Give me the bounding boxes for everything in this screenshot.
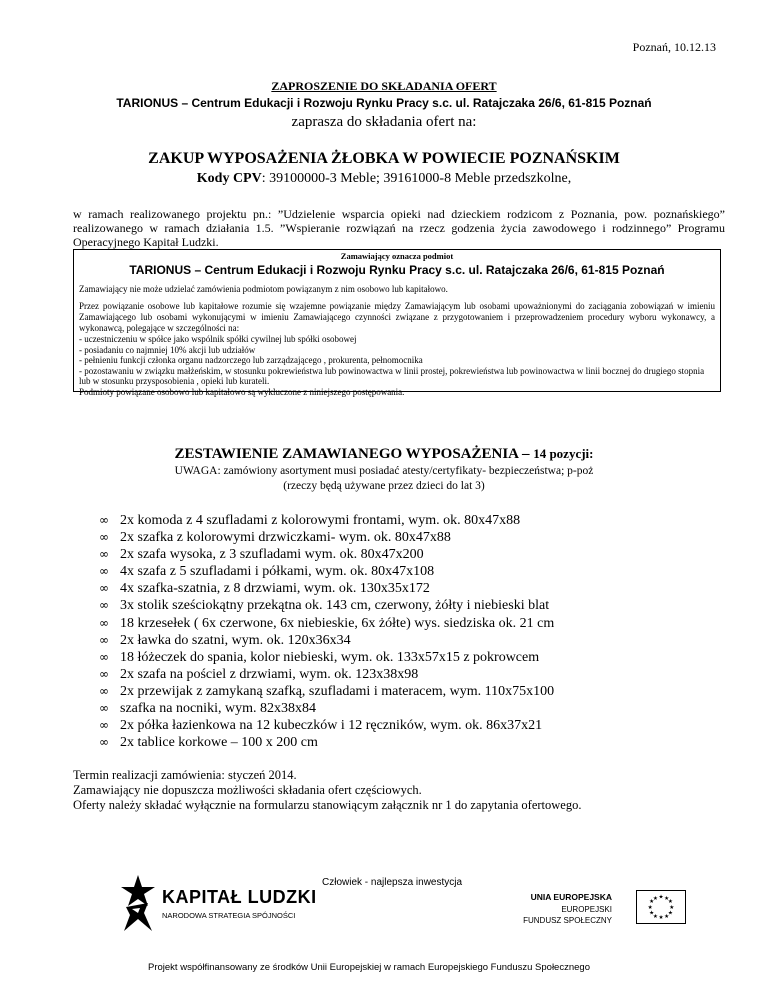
terms-section — [73, 768, 581, 813]
svg-text:★: ★ — [658, 894, 664, 901]
list-bullet: ∞ — [99, 581, 109, 596]
equipment-list-item — [99, 700, 554, 717]
eu-title: UNIA EUROPEJSKA — [530, 892, 612, 902]
terms-line: Zamawiający nie dopuszcza możliwości składania ofert częściowych. — [73, 783, 422, 797]
equipment-item-text: 2x szafka z kolorowymi drzwiczkami- wym. ok. 80x47x88 — [120, 530, 451, 546]
eu-flag-icon — [636, 890, 686, 924]
eu-fund-line2: FUNDUSZ SPOŁECZNY — [523, 916, 612, 925]
list-bullet: ∞ — [99, 530, 109, 545]
equipment-list-item — [99, 717, 554, 734]
invites-line: zaprasza do składania ofert na: — [291, 114, 477, 130]
box-paragraph-2: Przez powiązanie osobowe lub kapitałowe rozumie się wzajemne powiązanie między Zamawiającym lub osobami upoważnionymi do zaciągania zobowiązań w imieniu Zamawiającego lub osobami wykonującymi w imieniu Zamawiającego czynności związane z przygotowaniem i przeprowadzeniem procedury wyboru wykonawcy, a wykonawcą, polegające w szczególności na: — [79, 301, 715, 333]
list-bullet: ∞ — [99, 735, 109, 750]
cpv-values: : 39100000-3 Meble; 39161000-8 Meble przedszkolne, — [261, 171, 572, 186]
kapital-ludzki-title: KAPITAŁ LUDZKI — [162, 887, 317, 907]
equipment-item-text: 2x szafa na pościel z drzwiami, wym. ok. 123x38x98 — [120, 666, 419, 682]
svg-text:★: ★ — [667, 899, 673, 906]
list-bullet: ∞ — [99, 683, 109, 698]
svg-text:★: ★ — [658, 915, 664, 922]
equipment-list-item — [99, 666, 554, 683]
document-date: Poznań, 10.12.13 — [632, 40, 716, 54]
terms-line: Termin realizacji zamówienia: styczeń 2014. — [73, 768, 297, 782]
equipment-list-item — [99, 597, 554, 614]
equipment-list-item — [99, 563, 554, 580]
equipment-list-item — [99, 512, 554, 529]
equipment-item-text: 18 krzesełek ( 6x czerwone, 6x niebieskie, 6x żółte) wys. siedziska ok. 21 cm — [120, 615, 555, 631]
equipment-item-text: 2x komoda z 4 szufladami z kolorowymi frontami, wym. ok. 80x47x88 — [120, 513, 521, 528]
box-organization: TARIONUS – Centrum Edukacji i Rozwoju Rynku Pracy s.c. ul. Ratajczaka 26/6, 61-815 Poznań — [129, 263, 665, 277]
svg-text:★: ★ — [649, 899, 655, 906]
equipment-item-text: szafka na nocniki, wym. 82x38x84 — [120, 701, 316, 717]
list-bullet: ∞ — [99, 513, 109, 527]
eu-logo — [523, 890, 690, 940]
contracting-party-box — [73, 249, 721, 397]
list-bullet: ∞ — [99, 718, 109, 733]
equipment-item-text: 2x szafa wysoka, z 3 szufladami wym. ok. 80x47x200 — [120, 547, 424, 563]
summary-count: 14 pozycji: — [533, 446, 594, 461]
svg-text:★: ★ — [652, 913, 658, 920]
equipment-item-text: 2x tablice korkowe – 100 x 200 cm — [120, 735, 318, 751]
equipment-list-item — [99, 734, 554, 751]
equipment-list-item — [99, 649, 554, 666]
equipment-item-text: 3x stolik sześciokątny przekątna ok. 143 cm, czerwony, żółty i niebieski blat — [120, 598, 550, 614]
eu-fund-line1: EUROPEJSKI — [561, 905, 612, 914]
box-line: - uczestniczeniu w spółce jako wspólnik spółki cywilnej lub spółki osobowej — [79, 334, 357, 344]
svg-text:★: ★ — [669, 904, 675, 911]
box-line: Podmioty powiązane osobowo lub kapitałowo są wykluczone z niniejszego postępowania. — [79, 386, 405, 397]
list-bullet: ∞ — [99, 701, 109, 716]
svg-text:★: ★ — [649, 910, 655, 917]
list-bullet: ∞ — [99, 598, 109, 613]
list-bullet: ∞ — [99, 564, 109, 579]
svg-text:★: ★ — [652, 895, 658, 902]
intro-paragraph: w ramach realizowanego projektu pn.: ”Udzielenie wsparcia opieki nad dzieckiem rodzicom z Poznania, pow. poznańskiego” realizowanego w ramach działania 1.5. ”Wspieranie rozwiązań na rzecz godzenia życia zawodowego i rodzinnego” Programu Operacyjnego Kapitał Ludzki. — [73, 207, 725, 249]
summary-title-text: ZESTAWIENIE ZAMAWIANEGO WYPOSAŻENIA – — [174, 446, 534, 462]
kapital-ludzki-logo-icon — [118, 873, 158, 933]
invitation-heading: ZAPROSZENIE DO SKŁADANIA OFERT — [271, 79, 497, 93]
svg-text:★: ★ — [664, 913, 670, 920]
equipment-list-item — [99, 529, 554, 546]
summary-note: UWAGA: zamówiony asortyment musi posiadać atesty/certyfikaty- bezpieczeństwa; p-poż — [174, 465, 594, 477]
terms-line: Oferty należy składać wyłącznie na formularzu stanowiącym załącznik nr 1 do zapytania ofertowego. — [73, 798, 582, 812]
svg-text:★: ★ — [667, 910, 673, 917]
cofinancing-note: Projekt współfinansowany ze środków Unii Europejskiej w ramach Europejskiego Funduszu Społecznego — [148, 962, 590, 973]
list-bullet: ∞ — [99, 632, 109, 647]
equipment-list-item — [99, 632, 554, 649]
cpv-codes — [0, 171, 768, 187]
box-line: - pozostawaniu w związku małżeńskim, w stosunku pokrewieństwa lub powinowactwa w linii prostej, pokrewieństwa lub powinowactwa w linii bocznej do drugiego stopnia lub w stosunku przysposobienia , opieki lub kurateli. — [79, 365, 705, 387]
organization-line: TARIONUS – Centrum Edukacji i Rozwoju Rynku Pracy s.c. ul. Ratajczaka 26/6, 61-815 Poznań — [116, 96, 652, 110]
list-bullet: ∞ — [99, 649, 109, 664]
box-line: - pełnieniu funkcji członka organu nadzorczego lub zarządzającego , prokurenta, pełnomocnika — [79, 355, 423, 366]
equipment-item-text: 4x szafa z 5 szufladami i półkami, wym. ok. 80x47x108 — [120, 564, 435, 580]
svg-text:★: ★ — [647, 904, 653, 911]
document-title: ZAKUP WYPOSAŻENIA ŻŁOBKA W POWIECIE POZNAŃSKIM — [148, 150, 620, 167]
list-bullet: ∞ — [99, 615, 109, 630]
equipment-item-text: 4x szafka-szatnia, z 8 drzwiami, wym. ok. 130x35x172 — [120, 581, 430, 597]
equipment-list-item — [99, 615, 554, 632]
kapital-ludzki-subtitle: NARODOWA STRATEGIA SPÓJNOŚCI — [162, 911, 296, 920]
box-line: - posiadaniu co najmniej 10% akcji lub udziałów — [79, 344, 256, 355]
box-heading: Zamawiający oznacza podmiot — [340, 251, 454, 261]
summary-note-age: (rzeczy będą używane przez dzieci do lat 3) — [283, 480, 485, 492]
list-bullet: ∞ — [99, 547, 109, 562]
equipment-list-item — [99, 546, 554, 563]
slogan: Człowiek - najlepsza inwestycja — [322, 877, 463, 888]
equipment-list-item — [99, 580, 554, 597]
equipment-item-text: 2x półka łazienkowa na 12 kubeczków i 12 ręczników, wym. ok. 86x37x21 — [120, 718, 543, 734]
cpv-label: Kody CPV — [196, 171, 262, 186]
equipment-list-item — [99, 683, 554, 700]
box-paragraph-1: Zamawiający nie może udzielać zamówienia podmiotom powiązanym z nim osobowo lub kapitałowo. — [79, 284, 448, 294]
footer-logos — [0, 860, 768, 994]
list-bullet: ∞ — [99, 666, 109, 681]
summary-title — [0, 446, 768, 463]
equipment-list — [99, 512, 554, 751]
equipment-item-text: 2x przewijak z zamykaną szafką, szufladami i materacem, wym. 110x75x100 — [120, 683, 555, 699]
equipment-item-text: 18 łóżeczek do spania, kolor niebieski, wym. ok. 133x57x15 z pokrowcem — [120, 649, 540, 665]
equipment-item-text: 2x ławka do szatni, wym. ok. 120x36x34 — [120, 632, 351, 648]
svg-text:★: ★ — [664, 895, 670, 902]
